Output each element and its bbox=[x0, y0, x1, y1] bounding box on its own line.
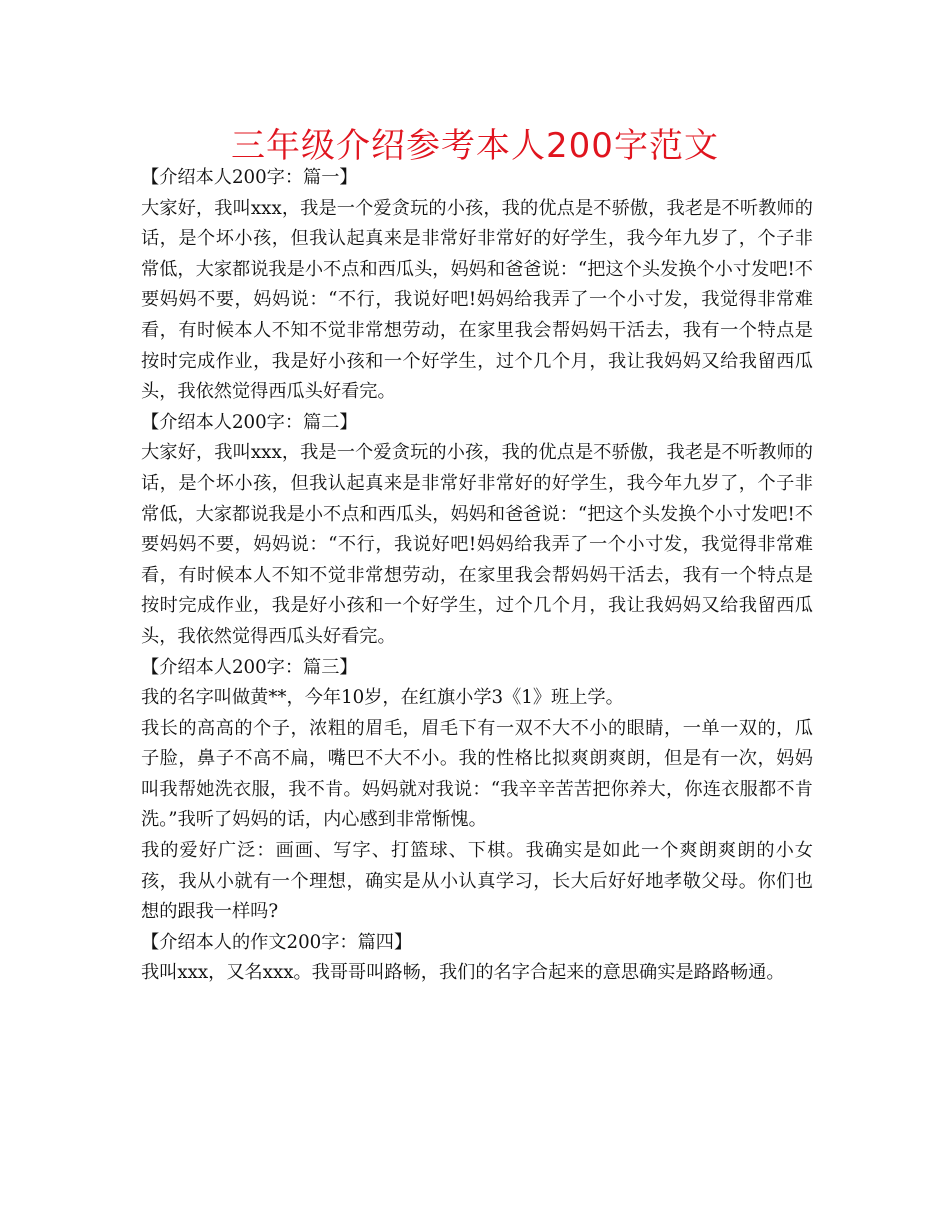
section-heading: 【介绍本人200字：篇三】 bbox=[141, 656, 358, 678]
section-heading: 【介绍本人的作文200字：篇四】 bbox=[141, 931, 413, 953]
section-heading: 【介绍本人200字：篇一】 bbox=[141, 167, 358, 188]
section-4 bbox=[141, 928, 813, 989]
section-3 bbox=[141, 653, 813, 928]
section-paragraph: 大家好，我叫xxx，我是一个爱贪玩的小孩，我的优点是不骄傲，我老是不听教师的话，是个坏小孩，但我认起真来是非常好非常好的好学生，我今年九岁了，个子非常低，大家都说我是小不点和西瓜头，妈妈和爸爸说：“把这个头发换个小寸发吧!不要妈妈不要，妈妈说：“不行，我说好吧!妈妈给我弄了一个小寸发，我觉得非常难看，有时候本人不知不觉非常想劳动，在家里我会帮妈妈干活去，我有一个特点是按时完成作业，我是好小孩和一个好学生，过个几个月，我让我妈妈又给我留西瓜头，我依然觉得西瓜头好看完。 bbox=[141, 442, 813, 647]
section-heading: 【介绍本人200字：篇二】 bbox=[141, 411, 358, 433]
section-paragraph: 大家好，我叫xxx，我是一个爱贪玩的小孩，我的优点是不骄傲，我老是不听教师的话，是个坏小孩，但我认起真来是非常好非常好的好学生，我今年九岁了，个子非常低，大家都说我是小不点和西瓜头，妈妈和爸爸说：“把这个头发换个小寸发吧!不要妈妈不要，妈妈说：“不行，我说好吧!妈妈给我弄了一个小寸发，我觉得非常难看，有时候本人不知不觉非常想劳动，在家里我会帮妈妈干活去，我有一个特点是按时完成作业，我是好小孩和一个好学生，过个几个月，我让我妈妈又给我留西瓜头，我依然觉得西瓜头好看完。 bbox=[141, 197, 813, 403]
section-2 bbox=[141, 408, 813, 653]
section-paragraph: 我的爱好广泛：画画、写字、打篮球、下棋。我确实是如此一个爽朗爽朗的小女孩，我从小就有一个理想，确实是从小认真学习，长大后好好地孝敬父母。你们也想的跟我一样吗? bbox=[141, 840, 813, 923]
section-paragraph: 我长的高高的个子，浓粗的眉毛，眉毛下有一双不大不小的眼睛，一单一双的，瓜子脸，鼻子不高不扁，嘴巴不大不小。我的性格比拟爽朗爽朗，但是有一次，妈妈叫我帮她洗衣服，我不肯。妈妈就对我说：“我辛辛苦苦把你养大，你连衣服都不肯洗。”我听了妈妈的话，内心感到非常惭愧。 bbox=[141, 717, 813, 831]
section-paragraph: 我的名字叫做黄**，今年10岁，在红旗小学3《1》班上学。 bbox=[141, 687, 624, 709]
section-paragraph: 我叫xxx，又名xxx。我哥哥叫路畅，我们的名字合起来的意思确实是路路畅通。 bbox=[141, 962, 785, 984]
document-title: 三年级介绍参考本人200字范文 bbox=[231, 126, 719, 166]
section-1 bbox=[141, 163, 813, 408]
document-body bbox=[141, 163, 813, 989]
